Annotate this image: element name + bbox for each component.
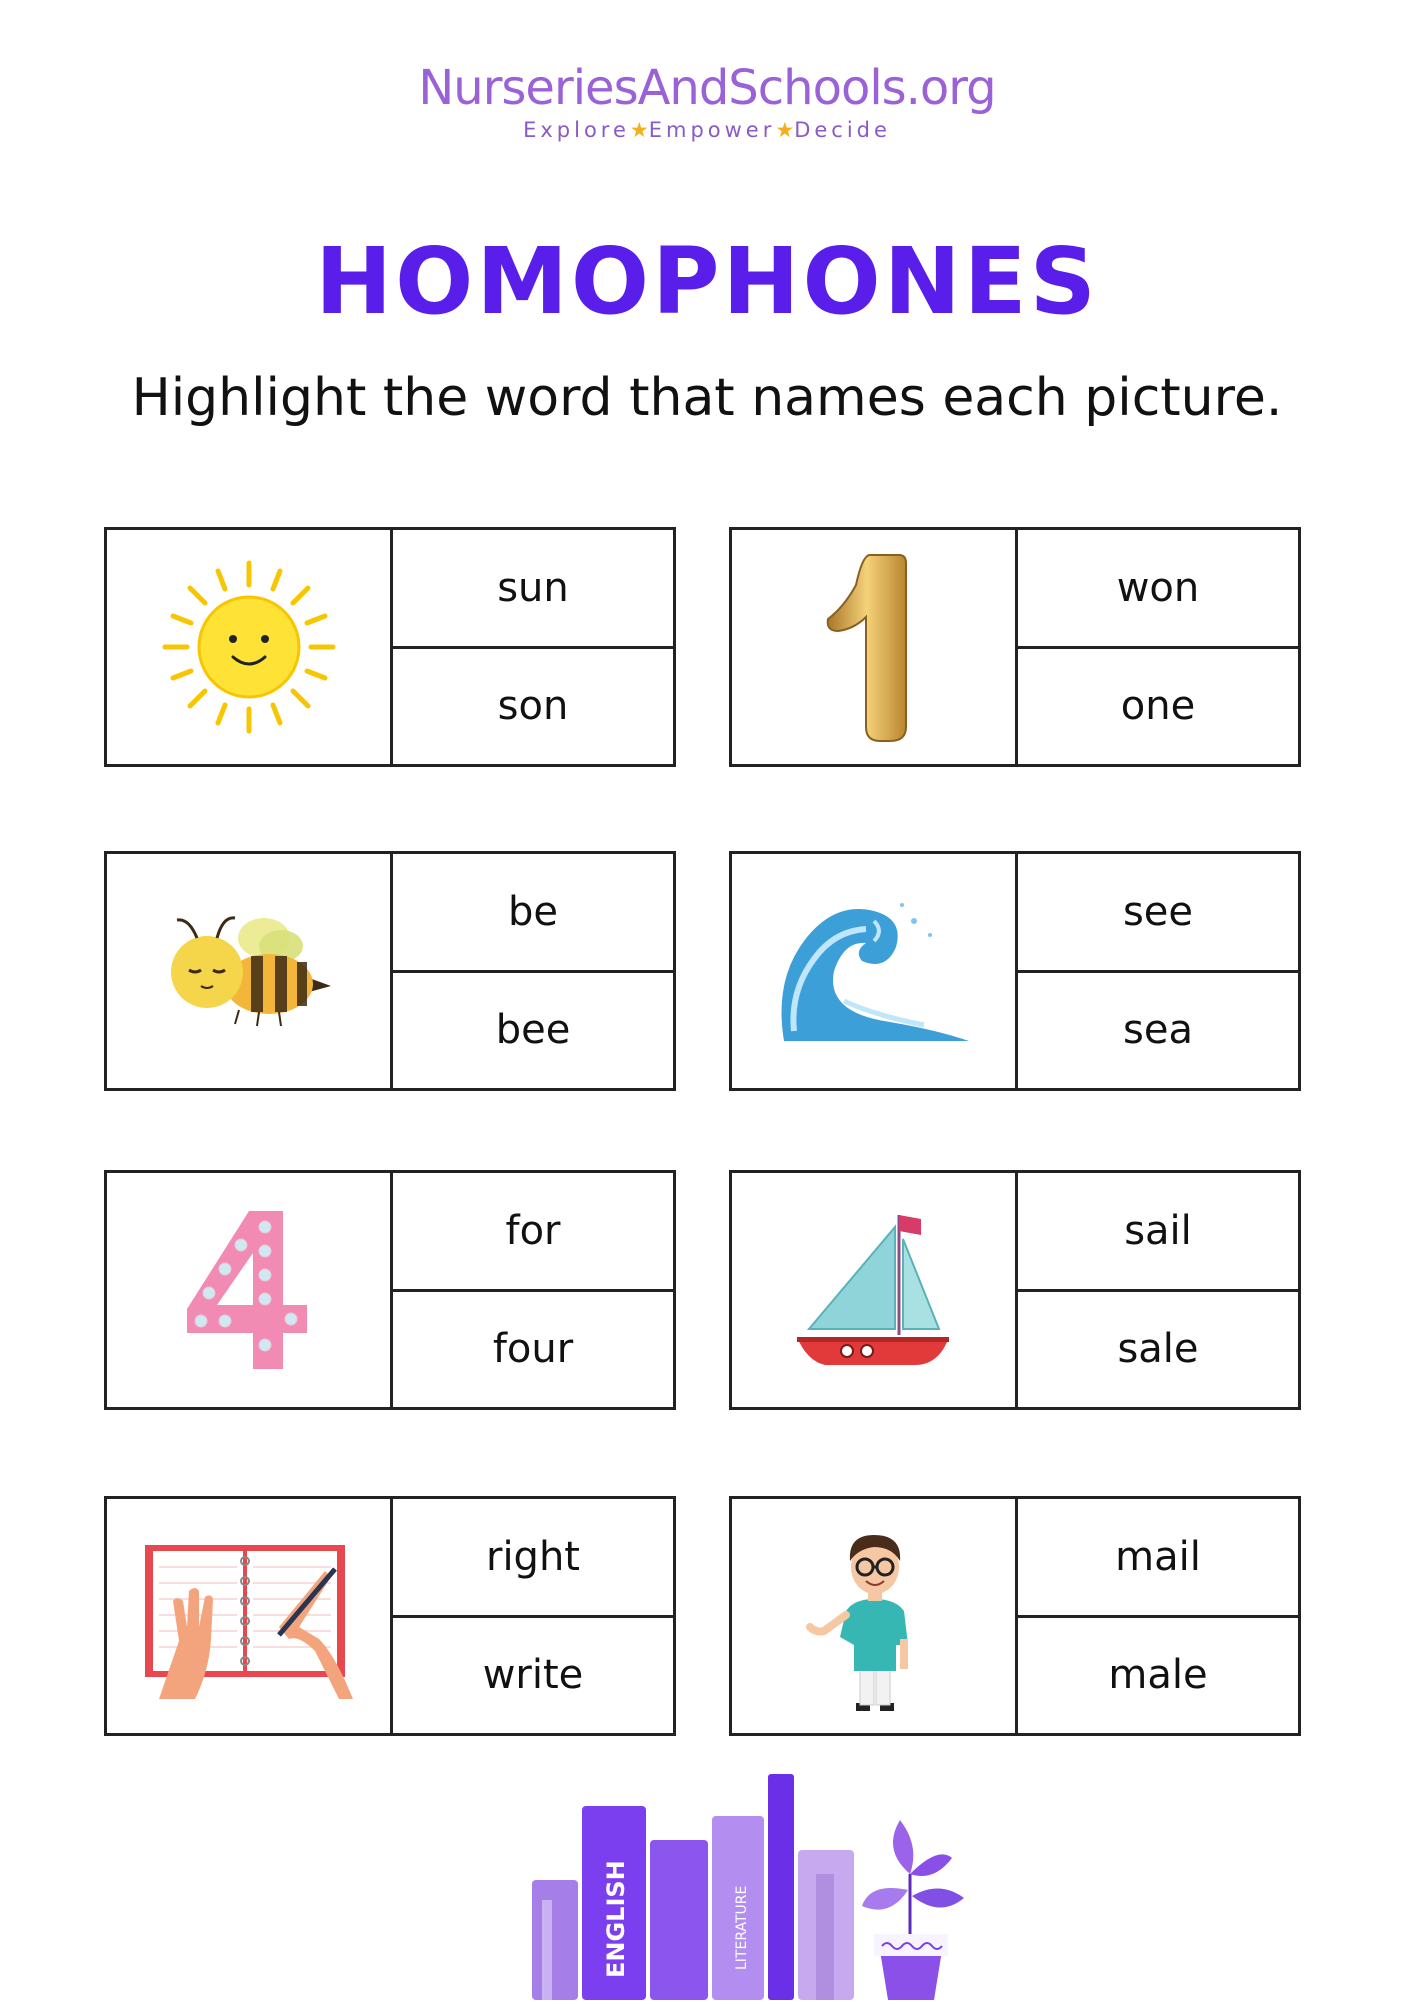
number-four-icon	[179, 1205, 319, 1375]
word-option[interactable]: mail	[1115, 1533, 1201, 1580]
logo	[0, 60, 1414, 142]
tagline-decide: Decide	[794, 118, 891, 142]
word-option[interactable]: son	[393, 646, 673, 765]
word-option[interactable]: be	[508, 888, 558, 935]
books-illustration	[520, 1750, 1000, 2000]
word-option[interactable]: male	[1018, 1615, 1298, 1734]
card-four	[104, 1170, 676, 1410]
writing-hands-icon	[139, 1531, 359, 1701]
number-one-picture	[732, 530, 1018, 764]
man-icon	[804, 1521, 944, 1711]
english-spine-label: ENGLISH	[602, 1860, 630, 1978]
card-write	[104, 1496, 676, 1736]
star-icon: ★	[629, 118, 649, 142]
card-sea	[729, 851, 1301, 1091]
literature-spine-label: LITERATURE	[734, 1885, 750, 1970]
word-option[interactable]: one	[1018, 646, 1298, 765]
card-sun	[104, 527, 676, 767]
card-one	[729, 527, 1301, 767]
wave-picture	[732, 854, 1018, 1088]
card-sail	[729, 1170, 1301, 1410]
card-bee	[104, 851, 676, 1091]
logo-tagline	[0, 118, 1414, 142]
word-option[interactable]: write	[393, 1615, 673, 1734]
word-option[interactable]: for	[505, 1207, 561, 1254]
word-option[interactable]: right	[486, 1533, 580, 1580]
card-male	[729, 1496, 1301, 1736]
tagline-explore: Explore	[523, 118, 630, 142]
tagline-empower: Empower	[648, 118, 776, 142]
word-option[interactable]: sun	[497, 564, 569, 611]
sailboat-picture	[732, 1173, 1018, 1407]
word-option[interactable]: sail	[1124, 1207, 1192, 1254]
word-option[interactable]: sea	[1018, 970, 1298, 1089]
bee-icon	[159, 906, 339, 1036]
instruction-text: Highlight the word that names each picture.	[131, 368, 1283, 428]
number-one-icon	[814, 547, 934, 747]
wave-icon	[774, 891, 974, 1051]
word-option[interactable]: sale	[1018, 1289, 1298, 1408]
star-icon: ★	[775, 118, 795, 142]
word-option[interactable]: four	[393, 1289, 673, 1408]
writing-hands-picture	[107, 1499, 393, 1733]
logo-name: NurseriesAndSchools.org	[418, 60, 996, 116]
sun-picture	[107, 530, 393, 764]
sun-icon	[159, 557, 339, 737]
sailboat-icon	[789, 1205, 959, 1375]
man-picture	[732, 1499, 1018, 1733]
page-title: HOMOPHONES	[315, 228, 1099, 335]
word-option[interactable]: won	[1116, 564, 1200, 611]
word-option[interactable]: see	[1122, 888, 1194, 935]
bee-picture	[107, 854, 393, 1088]
number-four-picture	[107, 1173, 393, 1407]
word-option[interactable]: bee	[393, 970, 673, 1089]
